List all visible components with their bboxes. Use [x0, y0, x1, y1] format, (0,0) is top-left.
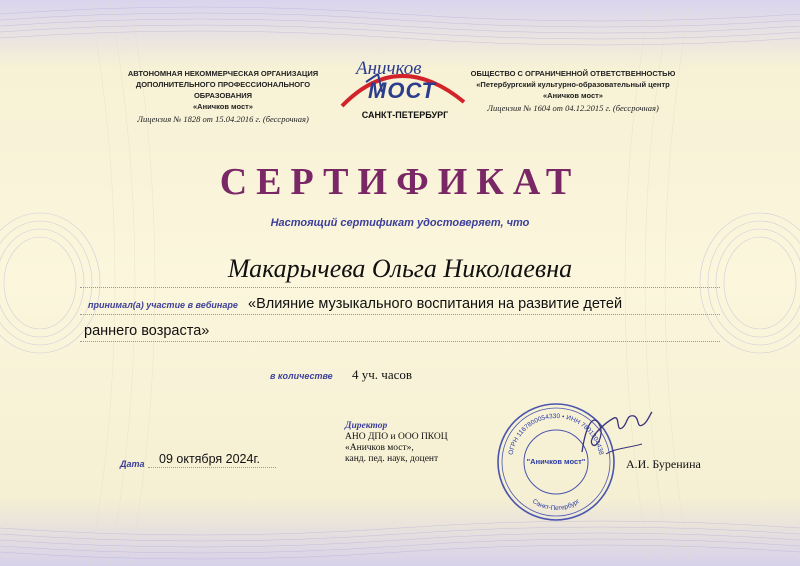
name-underline [80, 287, 720, 288]
recipient-name: Макарычева Ольга Николаевна [227, 254, 573, 283]
date-label: Дата [120, 459, 145, 469]
date-value: 09 октября 2024г. [159, 452, 260, 466]
certificate-subtitle: Настоящий сертификат удостоверяет, что [270, 217, 530, 229]
director-org2: «Аничков мост», [345, 443, 414, 453]
director-org: АНО ДПО и ООО ПКОЦ [345, 432, 448, 442]
logo-city: САНКТ-ПЕТЕРБУРГ [361, 110, 449, 120]
director-block [345, 421, 480, 465]
stamp-center-text: "Аничков мост" [526, 457, 586, 466]
org-right-line1: ОБЩЕСТВО С ОГРАНИЧЕННОЙ ОТВЕТСТВЕННОСТЬЮ [470, 69, 676, 78]
date-underline [148, 467, 276, 468]
stamp-ring-top: ОГРН 1167800054330 • ИНН 7801304438 [507, 412, 605, 456]
webinar-underline-1 [80, 314, 720, 315]
hours-value: 4 уч. часов [352, 367, 413, 382]
logo-text-top: Аничков [356, 58, 422, 79]
org-right-license: Лицензия № 1604 от 04.12.2015 г. (бессрочная) [487, 103, 659, 113]
quantity-label: в количестве [270, 371, 333, 381]
org-right-line2: «Петербургский культурно-образовательный центр [476, 80, 670, 89]
webinar-underline-2 [80, 341, 720, 342]
organization-right [468, 68, 678, 114]
participation-label: принимал(а) участие в вебинаре [88, 300, 238, 310]
certificate-title: СЕРТИФИКАТ [219, 161, 581, 203]
organization-left [118, 68, 328, 125]
director-signature [576, 404, 654, 460]
org-left-line1: АВТОНОМНАЯ НЕКОММЕРЧЕСКАЯ ОРГАНИЗАЦИЯ [127, 69, 319, 78]
webinar-title-line1: «Влияние музыкального воспитания на развитие детей [248, 296, 623, 312]
signer-name: А.И. Буренина [626, 457, 701, 471]
director-degree: канд. пед. наук, доцент [345, 454, 439, 464]
director-title: Директор [345, 421, 388, 431]
org-right-line3: «Аничков мост» [543, 91, 603, 100]
webinar-title-line2: раннего возраста» [84, 323, 210, 339]
logo-text-middle: МОСТ [368, 78, 436, 103]
stamp-ring-bottom: Санкт-Петербург [530, 497, 582, 513]
org-left-line3: «Аничков мост» [193, 102, 253, 111]
anichkov-most-logo [338, 52, 468, 130]
org-left-license: Лицензия № 1828 от 15.04.2016 г. (бессрочная) [137, 114, 309, 124]
org-left-line2: ДОПОЛНИТЕЛЬНОГО ПРОФЕССИОНАЛЬНОГО ОБРАЗОВАНИЯ [135, 80, 311, 100]
